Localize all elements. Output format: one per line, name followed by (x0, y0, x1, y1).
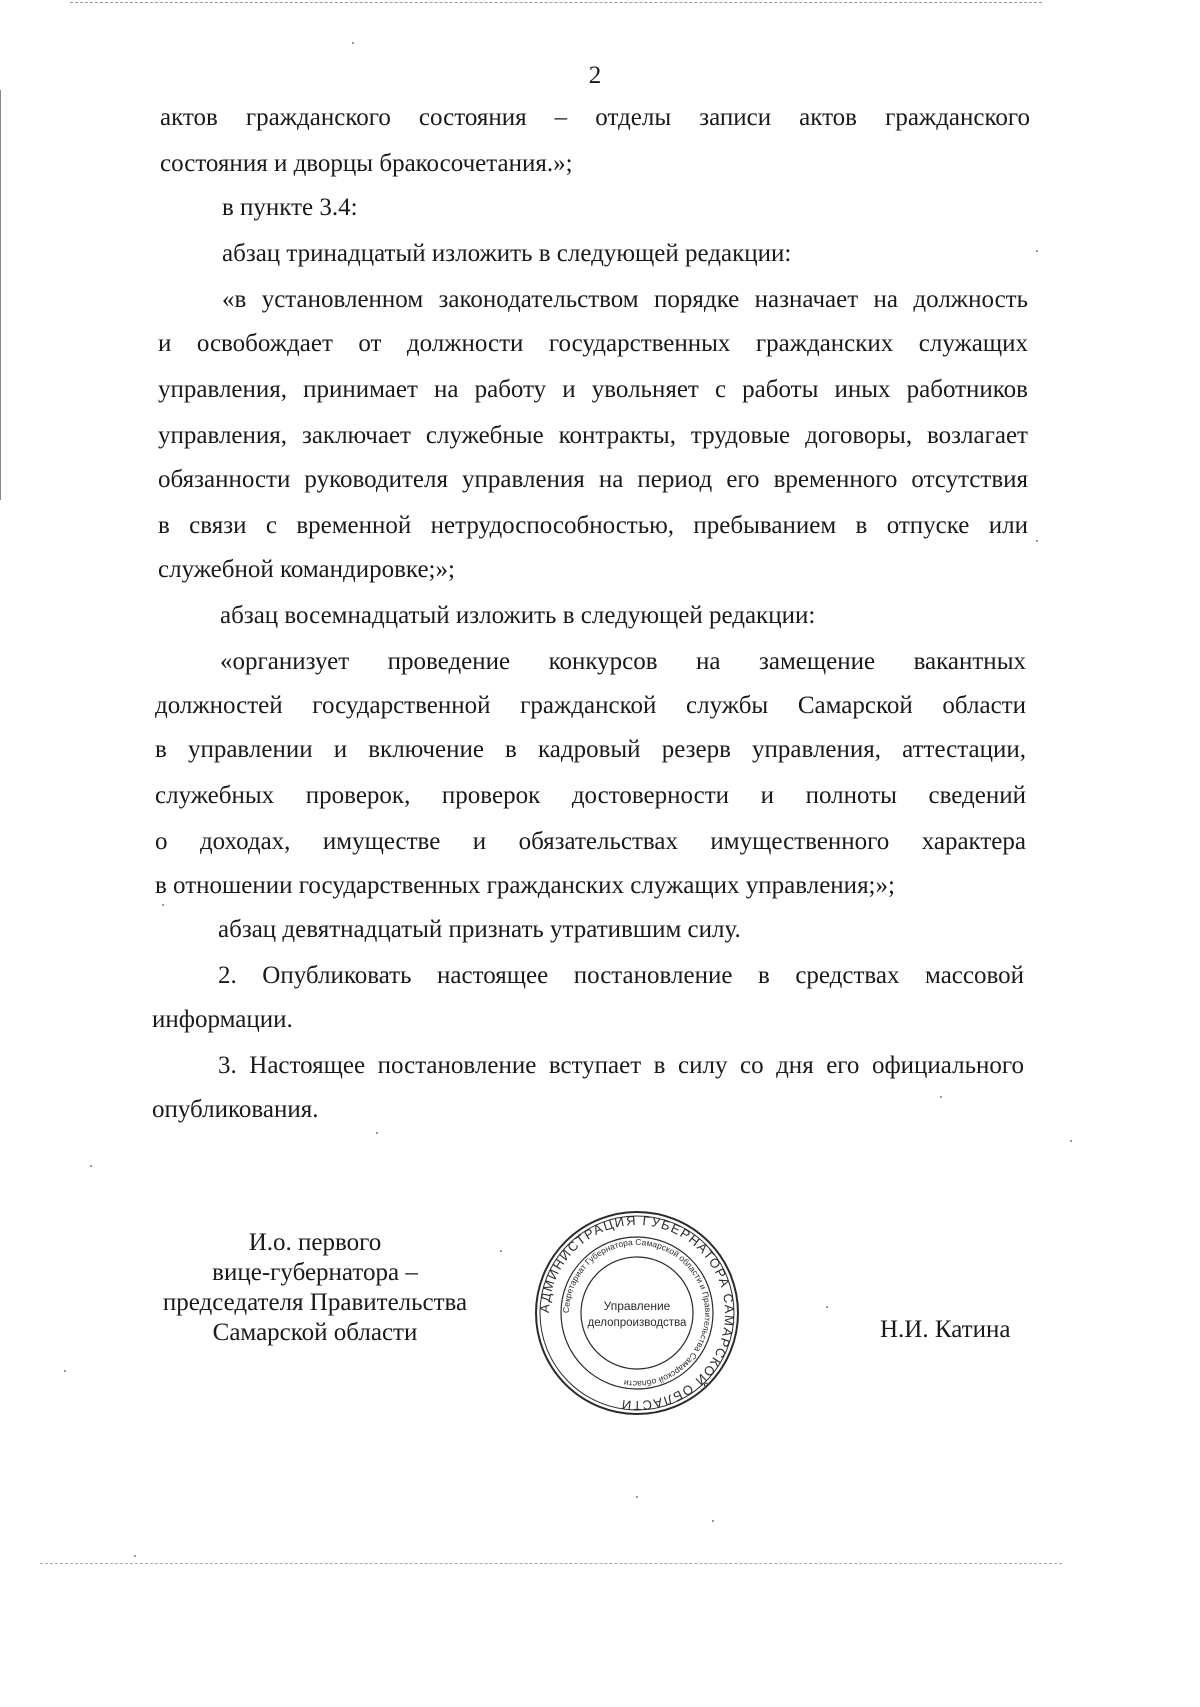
page-number: 2 (588, 62, 602, 89)
seal-inner-ring-text: Секретариат Губернатора Самарской области и Правительства Самарской области (560, 1236, 714, 1390)
scan-speck (1070, 1140, 1072, 1142)
text-line: «организует проведение конкурсов на замещение вакантных (220, 648, 1026, 675)
scan-bottom-edge (40, 1563, 1062, 1564)
text-line: 3. Настоящее постановление вступает в силу со дня его официального (218, 1052, 1024, 1079)
signatory-position-line: И.о. первого (248, 1229, 382, 1256)
scan-speck (352, 42, 354, 44)
text-line: должностей государственной гражданской службы Самарской области (155, 692, 1026, 719)
text-line: о доходах, имуществе и обязательствах имущественного характера (155, 828, 1026, 855)
scan-speck (940, 1096, 942, 1098)
scan-left-edge (0, 90, 1, 500)
text-line: опубликования. (152, 1096, 319, 1123)
text-line: актов гражданского состояния – отделы записи актов гражданского (160, 104, 1030, 131)
seal-outer-text: АДМИНИСТРАЦИЯ ГУБЕРНАТОРА САМАРСКОЙ ОБЛАСТИ (536, 1212, 738, 1414)
seal-center-line: делопроизводства (587, 1317, 687, 1329)
scan-top-edge (70, 2, 1042, 3)
text-line: в связи с временной нетрудоспособностью, пребыванием в отпуске или (158, 512, 1028, 539)
scan-speck (64, 1370, 66, 1372)
scan-speck (636, 1496, 638, 1498)
scan-speck (500, 1250, 502, 1252)
scan-speck (134, 1555, 136, 1557)
official-seal (532, 1208, 742, 1418)
signatory-position (150, 1228, 480, 1348)
text-line: в управлении и включение в кадровый резерв управления, аттестации, (155, 736, 1026, 763)
text-line: абзац восемнадцатый изложить в следующей редакции: (220, 602, 816, 629)
text-line: управления, принимает на работу и увольняет с работы иных работников (158, 376, 1028, 403)
signatory-position-line: Самарской области (212, 1319, 418, 1346)
text-line: состояния и дворцы бракосочетания.»; (160, 150, 573, 177)
scan-speck (826, 1306, 828, 1308)
text-line: в пункте 3.4: (222, 194, 358, 221)
scan-speck (162, 904, 164, 906)
text-line: абзац девятнадцатый признать утратившим силу. (218, 916, 741, 943)
scan-speck (1036, 540, 1038, 542)
text-line: служебных проверок, проверок достоверности и полноты сведений (155, 782, 1026, 809)
signatory-position-line: вице-губернатора – (212, 1259, 418, 1286)
seal-center-line: Управление (603, 1299, 671, 1313)
scan-speck (376, 1132, 378, 1134)
text-line: «в установленном законодательством порядке назначает на должность (222, 286, 1028, 313)
text-line: информации. (152, 1006, 293, 1033)
text-line: управления, заключает служебные контракты, трудовые договоры, возлагает (158, 422, 1028, 449)
signatory-name: Н.И. Катина (880, 1316, 1011, 1343)
signatory-position-line: председателя Правительства (162, 1289, 468, 1316)
text-line: в отношении государственных гражданских служащих управления;»; (155, 872, 895, 899)
text-line: абзац тринадцатый изложить в следующей редакции: (222, 240, 792, 267)
text-line: и освобождает от должности государственных гражданских служащих (158, 330, 1028, 357)
text-line: обязанности руководителя управления на период его временного отсутствия (158, 466, 1028, 493)
text-line: служебной командировке;»; (158, 556, 455, 583)
scan-speck (1036, 250, 1038, 252)
text-line: 2. Опубликовать настоящее постановление в средствах массовой (218, 962, 1024, 989)
scan-speck (712, 1520, 714, 1522)
scan-speck (90, 1165, 92, 1167)
